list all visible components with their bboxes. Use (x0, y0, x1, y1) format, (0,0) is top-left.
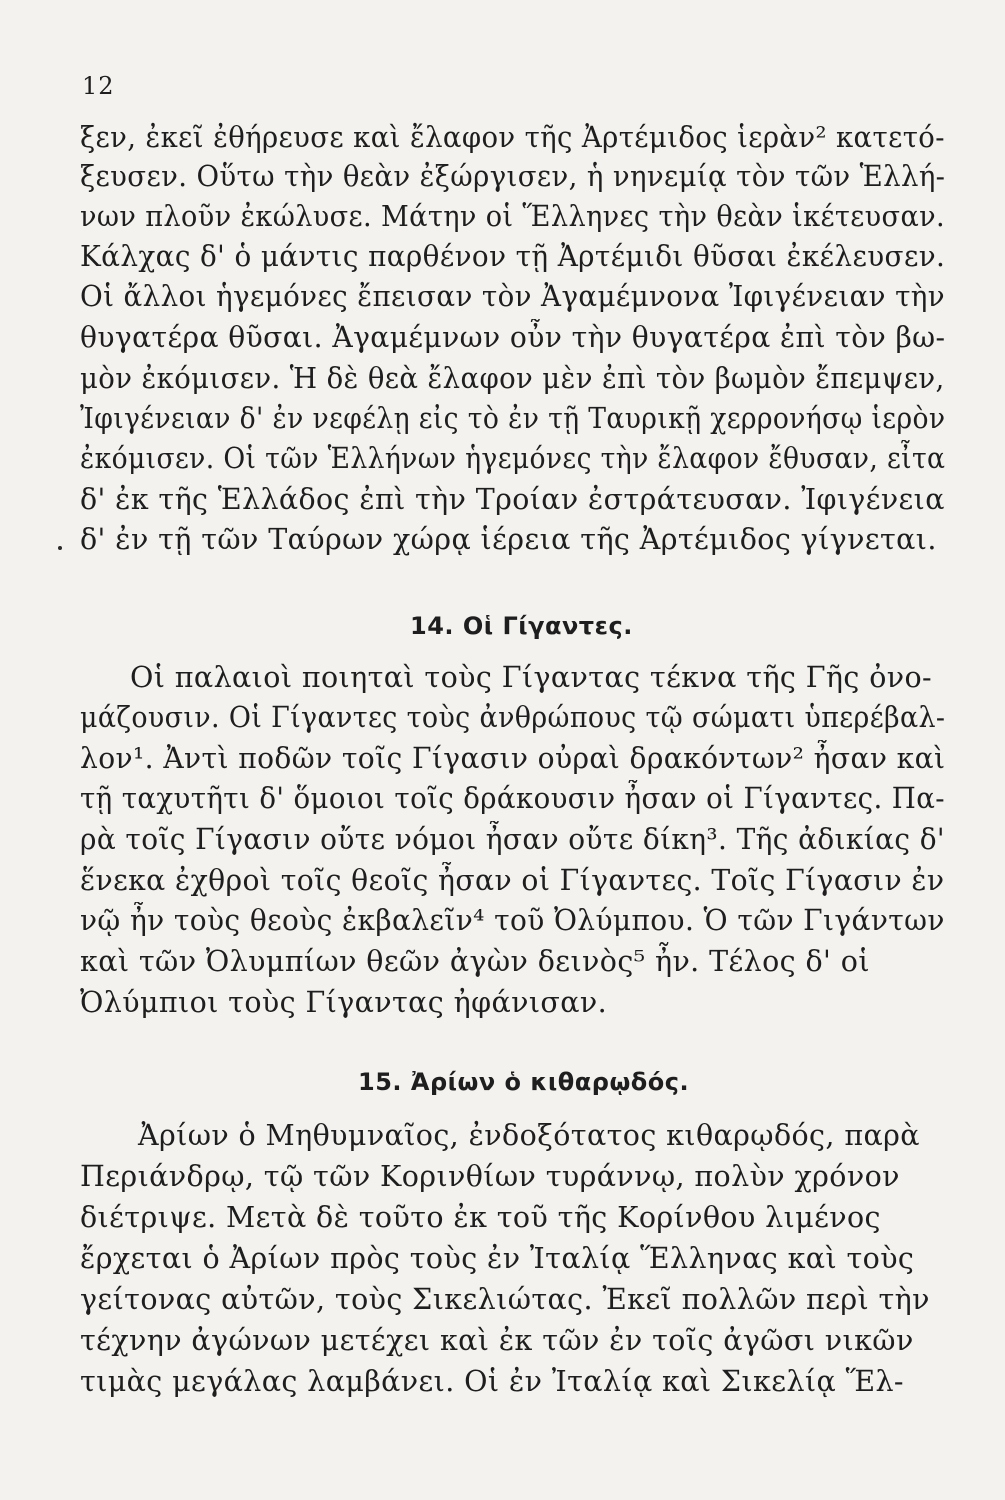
text-line: Οἱ παλαιοὶ ποιηταὶ τοὺς Γίγαντας τέκνα τῆς Γῆς ὀνο- (130, 661, 933, 694)
text-line: ἐκόμισεν. Οἱ τῶν Ἑλλήνων ἡγεμόνες τὴν ἔλαφον ἔθυσαν, εἶτα (80, 442, 946, 475)
text-line: ἔρχεται ὁ Ἀρίων πρὸς τοὺς ἐν Ἰταλίᾳ Ἕλληνας καὶ τοὺς (80, 1242, 915, 1275)
text-line: δ' ἐν τῇ τῶν Ταύρων χώρᾳ ἱέρεια τῆς Ἀρτέμιδος γίγνεται. (80, 523, 937, 556)
section-heading-15: 15. Ἀρίων ὁ κιθαρῳδός. (358, 1068, 690, 1096)
text-line: τέχνην ἀγώνων μετέχει καὶ ἐκ τῶν ἐν τοῖς ἀγῶσι νικῶν (80, 1324, 914, 1357)
text-line: Ἰφιγένειαν δ' ἐν νεφέλῃ εἰς τὸ ἐν τῇ Ταυρικῇ χερρονήσῳ ἱερὸν (80, 402, 946, 435)
text-line: θυγατέρα θῦσαι. Ἀγαμέμνων οὖν τὴν θυγατέρα ἐπὶ τὸν βω- (80, 321, 946, 354)
text-line: διέτριψε. Μετὰ δὲ τοῦτο ἐκ τοῦ τῆς Κορίνθου λιμένος (80, 1201, 881, 1234)
text-line: Ἀρίων ὁ Μηθυμναῖος, ἐνδοξότατος κιθαρῳδός, παρὰ (138, 1119, 920, 1152)
text-line: Κάλχας δ' ὁ μάντις παρθένον τῇ Ἀρτέμιδι θῦσαι ἐκέλευσεν. (80, 240, 946, 273)
text-line: ρὰ τοῖς Γίγασιν οὔτε νόμοι ἦσαν οὔτε δίκη³. Τῆς ἀδικίας δ' (80, 823, 946, 856)
text-line: γείτονας αὐτῶν, τοὺς Σικελιώτας. Ἐκεῖ πολλῶν περὶ τὴν (80, 1283, 930, 1316)
page-number: 12 (82, 72, 115, 100)
text-line: νῷ ἦν τοὺς θεοὺς ἐκβαλεῖν⁴ τοῦ Ὀλύμπου. Ὁ τῶν Γιγάντων (80, 904, 945, 937)
section-heading-14: 14. Οἱ Γίγαντες. (410, 612, 633, 640)
text-line: μάζουσιν. Οἱ Γίγαντες τοὺς ἀνθρώπους τῷ σώματι ὑπερέβαλ- (80, 701, 946, 734)
text-line: ἕνεκα ἐχθροὶ τοῖς θεοῖς ἦσαν οἱ Γίγαντες. Τοῖς Γίγασιν ἐν (80, 864, 945, 897)
text-line: Οἱ ἄλλοι ἡγεμόνες ἔπεισαν τὸν Ἀγαμέμνονα Ἰφιγένειαν τὴν (80, 280, 946, 313)
text-line: Περιάνδρῳ, τῷ τῶν Κορινθίων τυράννῳ, πολὺν χρόνον (80, 1160, 900, 1193)
text-line: τῇ ταχυτῆτι δ' ὅμοιοι τοῖς δράκουσιν ἦσαν οἱ Γίγαντες. Πα- (80, 782, 946, 815)
text-line: δ' ἐκ τῆς Ἑλλάδος ἐπὶ τὴν Τροίαν ἐστράτευσαν. Ἰφιγένεια (80, 483, 945, 516)
text-line: Ὀλύμπιοι τοὺς Γίγαντας ἠφάνισαν. (80, 986, 608, 1019)
text-line: ξευσεν. Οὕτω τὴν θεὰν ἐξώργισεν, ἡ νηνεμίᾳ τὸν τῶν Ἑλλή- (80, 160, 946, 193)
text-line: τιμὰς μεγάλας λαμβάνει. Οἱ ἐν Ἰταλίᾳ καὶ Σικελίᾳ Ἕλ- (80, 1365, 904, 1398)
text-line: ξεν, ἐκεῖ ἐθήρευσε καὶ ἔλαφον τῆς Ἀρτέμιδος ἱερὰν² κατετό- (80, 121, 945, 154)
text-line: λον¹. Ἀντὶ ποδῶν τοῖς Γίγασιν οὐραὶ δρακόντων² ἦσαν καὶ (80, 742, 946, 775)
stray-ink-dot (58, 546, 62, 550)
text-line: νων πλοῦν ἐκώλυσε. Μάτην οἱ Ἕλληνες τὴν θεὰν ἱκέτευσαν. (80, 200, 946, 233)
text-line: καὶ τῶν Ὀλυμπίων θεῶν ἀγὼν δεινὸς⁵ ἦν. Τέλος δ' οἱ (80, 945, 870, 978)
text-line: μὸν ἐκόμισεν. Ἡ δὲ θεὰ ἔλαφον μὲν ἐπὶ τὸν βωμὸν ἔπεμψεν, (80, 362, 945, 395)
